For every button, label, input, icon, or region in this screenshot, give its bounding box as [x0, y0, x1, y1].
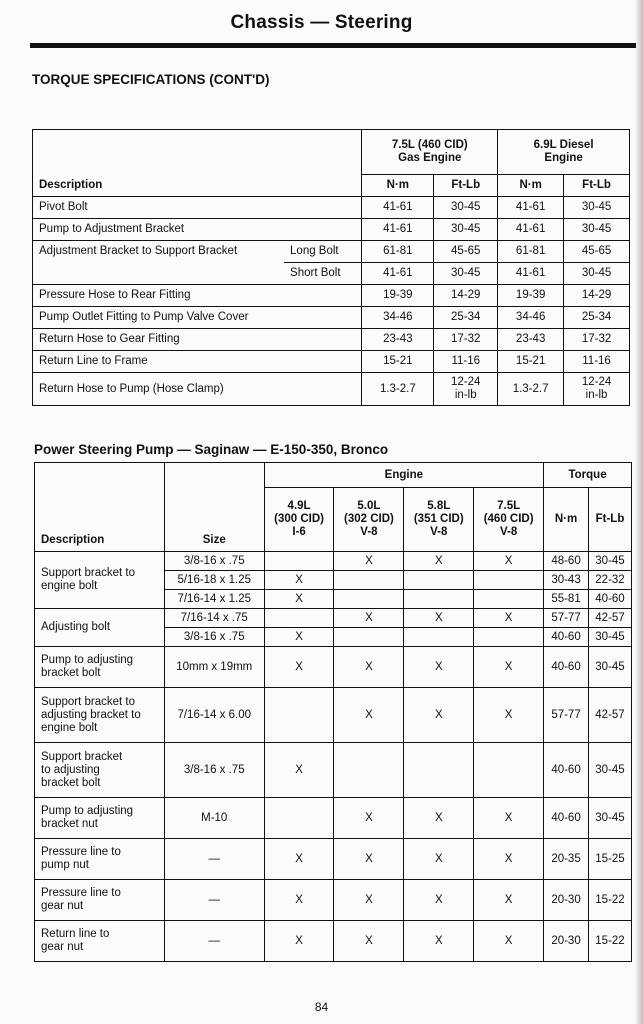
torque-value: 25-34 — [434, 307, 498, 329]
engine-applicability-mark: X — [264, 628, 334, 647]
torque-value: 34-46 — [362, 307, 434, 329]
torque-value: 19-39 — [498, 285, 564, 307]
row-description: Pump Outlet Fitting to Pump Valve Cover — [33, 307, 362, 329]
table-row — [35, 688, 632, 743]
table-row — [33, 351, 630, 373]
engine-applicability-mark — [264, 688, 334, 743]
engine-applicability-mark — [334, 590, 404, 609]
row-size: 7/16-14 x 1.25 — [164, 590, 264, 609]
engine-applicability-mark: X — [404, 921, 474, 962]
torque-value: 17-32 — [564, 329, 630, 351]
torque-ftlb-value: 15-22 — [589, 880, 632, 921]
row-size: 3/8-16 x .75 — [164, 628, 264, 647]
torque-value: 41-61 — [362, 197, 434, 219]
row-subdescription: Long Bolt — [284, 241, 362, 263]
torque-value: 12-24 in-lb — [564, 373, 630, 406]
engine-applicability-mark — [264, 609, 334, 628]
row-size: 7/16-14 x .75 — [164, 609, 264, 628]
engine-applicability-mark: X — [404, 688, 474, 743]
torque-value: 45-65 — [564, 241, 630, 263]
column-header-nm: N·m — [362, 175, 434, 197]
row-description: Pump to adjusting bracket bolt — [35, 647, 165, 688]
table-row — [35, 552, 632, 571]
torque-value: 14-29 — [564, 285, 630, 307]
subsection-heading: Power Steering Pump — Saginaw — E-150-350, Bronco — [34, 442, 389, 457]
torque-value: 1.3-2.7 — [498, 373, 564, 406]
table-row — [33, 219, 630, 241]
engine-applicability-mark: X — [474, 647, 544, 688]
engine-applicability-mark — [334, 628, 404, 647]
row-size: 7/16-14 x 6.00 — [164, 688, 264, 743]
table-row — [35, 880, 632, 921]
torque-value: 41-61 — [498, 197, 564, 219]
engine-applicability-mark: X — [334, 647, 404, 688]
row-subdescription: Short Bolt — [284, 263, 362, 285]
table-row — [35, 921, 632, 962]
title-rule — [30, 43, 636, 48]
torque-value: 25-34 — [564, 307, 630, 329]
row-size: — — [164, 839, 264, 880]
row-description: Support bracket to engine bolt — [35, 552, 165, 609]
row-description: Pivot Bolt — [33, 197, 362, 219]
table-row — [35, 839, 632, 880]
torque-nm-value: 40-60 — [544, 743, 589, 798]
torque-value: 41-61 — [362, 263, 434, 285]
row-size: 10mm x 19mm — [164, 647, 264, 688]
torque-value: 14-29 — [434, 285, 498, 307]
table-row — [33, 307, 630, 329]
torque-ftlb-value: 30-45 — [589, 628, 632, 647]
torque-value: 17-32 — [434, 329, 498, 351]
engine-header: 7.5L (460 CID) V-8 — [474, 488, 544, 552]
torque-nm-value: 55-81 — [544, 590, 589, 609]
torque-nm-value: 20-30 — [544, 880, 589, 921]
section-heading: TORQUE SPECIFICATIONS (CONT'D) — [32, 72, 270, 87]
torque-value: 61-81 — [362, 241, 434, 263]
engine-applicability-mark: X — [334, 609, 404, 628]
torque-value: 45-65 — [434, 241, 498, 263]
engine-applicability-mark: X — [264, 647, 334, 688]
torque-nm-value: 40-60 — [544, 647, 589, 688]
torque-value: 19-39 — [362, 285, 434, 307]
engine-applicability-mark — [264, 798, 334, 839]
row-description: Pressure line to pump nut — [35, 839, 165, 880]
engine-applicability-mark: X — [474, 921, 544, 962]
column-header-description: Description — [35, 488, 165, 552]
torque-ftlb-value: 42-57 — [589, 688, 632, 743]
row-description: Adjustment Bracket to Support Bracket — [33, 241, 285, 263]
engine-applicability-mark: X — [474, 609, 544, 628]
torque-ftlb-value: 30-45 — [589, 798, 632, 839]
torque-value: 11-16 — [564, 351, 630, 373]
engine-applicability-mark: X — [404, 839, 474, 880]
torque-value: 15-21 — [498, 351, 564, 373]
row-description: Return Hose to Pump (Hose Clamp) — [33, 373, 362, 406]
engine-applicability-mark: X — [334, 552, 404, 571]
engine-applicability-mark — [404, 571, 474, 590]
engine-header: 5.0L (302 CID) V-8 — [334, 488, 404, 552]
row-description: Return line to gear nut — [35, 921, 165, 962]
page-title: Chassis — Steering — [230, 12, 413, 33]
engine-applicability-mark — [474, 590, 544, 609]
page-number: 84 — [314, 1000, 329, 1014]
row-size: — — [164, 921, 264, 962]
page-edge-shadow — [635, 0, 643, 1024]
torque-value: 30-45 — [434, 263, 498, 285]
engine-applicability-mark: X — [474, 798, 544, 839]
row-description: Pressure line to gear nut — [35, 880, 165, 921]
engine-applicability-mark — [404, 628, 474, 647]
torque-value: 12-24 in-lb — [434, 373, 498, 406]
engine-applicability-mark — [474, 743, 544, 798]
torque-ftlb-value: 42-57 — [589, 609, 632, 628]
table-row — [33, 285, 630, 307]
engine-applicability-mark — [474, 628, 544, 647]
engine-applicability-mark: X — [334, 798, 404, 839]
engine-applicability-mark: X — [264, 571, 334, 590]
row-description: Support bracket to adjusting bracket bolt — [35, 743, 165, 798]
torque-nm-value: 57-77 — [544, 688, 589, 743]
column-header-nm: N·m — [544, 488, 589, 552]
torque-value: 41-61 — [362, 219, 434, 241]
power-steering-pump-table — [34, 462, 632, 962]
torque-nm-value: 57-77 — [544, 609, 589, 628]
column-header-ftlb: Ft-Lb — [434, 175, 498, 197]
torque-value: 15-21 — [362, 351, 434, 373]
row-description: Return Line to Frame — [33, 351, 362, 373]
engine-applicability-mark — [334, 571, 404, 590]
engine-header-gas: 7.5L (460 CID) Gas Engine — [362, 130, 498, 175]
row-description: Pump to adjusting bracket nut — [35, 798, 165, 839]
torque-nm-value: 40-60 — [544, 798, 589, 839]
torque-value: 1.3-2.7 — [362, 373, 434, 406]
row-size: 5/16-18 x 1.25 — [164, 571, 264, 590]
engine-applicability-mark: X — [264, 880, 334, 921]
column-header-nm: N·m — [498, 175, 564, 197]
engine-applicability-mark: X — [404, 552, 474, 571]
engine-applicability-mark: X — [334, 839, 404, 880]
row-description: Support bracket to adjusting bracket to engine bolt — [35, 688, 165, 743]
torque-ftlb-value: 30-45 — [589, 743, 632, 798]
engine-applicability-mark: X — [404, 609, 474, 628]
row-size: M-10 — [164, 798, 264, 839]
engine-header: 5.8L (351 CID) V-8 — [404, 488, 474, 552]
engine-header-diesel: 6.9L Diesel Engine — [498, 130, 630, 175]
table-row — [33, 197, 630, 219]
engine-applicability-mark — [404, 590, 474, 609]
table-row — [33, 263, 630, 285]
row-description — [33, 263, 285, 285]
torque-nm-value: 20-35 — [544, 839, 589, 880]
table-row — [35, 647, 632, 688]
torque-value: 30-45 — [564, 197, 630, 219]
engine-applicability-mark: X — [334, 688, 404, 743]
engine-applicability-mark: X — [404, 798, 474, 839]
row-size: 3/8-16 x .75 — [164, 743, 264, 798]
torque-value: 41-61 — [498, 219, 564, 241]
table-row — [33, 241, 630, 263]
column-header-description: Description — [33, 175, 362, 197]
description-header-top — [35, 463, 165, 488]
row-description: Adjusting bolt — [35, 609, 165, 647]
table-corner — [33, 130, 362, 175]
torque-nm-value: 20-30 — [544, 921, 589, 962]
engine-applicability-mark: X — [404, 647, 474, 688]
engine-applicability-mark: X — [474, 880, 544, 921]
column-header-size: Size — [164, 488, 264, 552]
column-header-ftlb: Ft-Lb — [564, 175, 630, 197]
engine-applicability-mark: X — [474, 688, 544, 743]
row-size: — — [164, 880, 264, 921]
engine-applicability-mark: X — [474, 552, 544, 571]
torque-ftlb-value: 15-25 — [589, 839, 632, 880]
engine-applicability-mark: X — [264, 839, 334, 880]
torque-value: 34-46 — [498, 307, 564, 329]
torque-nm-value: 40-60 — [544, 628, 589, 647]
group-header-engine: Engine — [264, 463, 543, 488]
torque-nm-value: 30-43 — [544, 571, 589, 590]
engine-applicability-mark — [404, 743, 474, 798]
torque-value: 23-43 — [362, 329, 434, 351]
engine-applicability-mark: X — [334, 921, 404, 962]
torque-value: 30-45 — [564, 219, 630, 241]
table-row — [33, 329, 630, 351]
engine-applicability-mark: X — [264, 743, 334, 798]
engine-applicability-mark: X — [404, 880, 474, 921]
torque-ftlb-value: 40-60 — [589, 590, 632, 609]
engine-header: 4.9L (300 CID) I-6 — [264, 488, 334, 552]
row-size: 3/8-16 x .75 — [164, 552, 264, 571]
engine-applicability-mark: X — [474, 839, 544, 880]
torque-value: 23-43 — [498, 329, 564, 351]
torque-nm-value: 48-60 — [544, 552, 589, 571]
torque-ftlb-value: 22-32 — [589, 571, 632, 590]
torque-value: 30-45 — [434, 219, 498, 241]
row-description: Return Hose to Gear Fitting — [33, 329, 362, 351]
torque-value: 30-45 — [564, 263, 630, 285]
size-header-top — [164, 463, 264, 488]
engine-applicability-mark: X — [264, 921, 334, 962]
torque-ftlb-value: 30-45 — [589, 647, 632, 688]
engine-applicability-mark — [264, 552, 334, 571]
engine-applicability-mark: X — [334, 880, 404, 921]
torque-value: 30-45 — [434, 197, 498, 219]
group-header-torque: Torque — [544, 463, 632, 488]
torque-value: 41-61 — [498, 263, 564, 285]
table-row — [35, 609, 632, 628]
torque-ftlb-value: 30-45 — [589, 552, 632, 571]
torque-value: 61-81 — [498, 241, 564, 263]
table-row — [33, 373, 630, 406]
engine-applicability-mark: X — [264, 590, 334, 609]
engine-applicability-mark — [334, 743, 404, 798]
torque-spec-table — [32, 129, 630, 406]
row-description: Pump to Adjustment Bracket — [33, 219, 362, 241]
torque-ftlb-value: 15-22 — [589, 921, 632, 962]
column-header-ftlb: Ft-Lb — [589, 488, 632, 552]
table-row — [35, 743, 632, 798]
row-description: Pressure Hose to Rear Fitting — [33, 285, 362, 307]
engine-applicability-mark — [474, 571, 544, 590]
torque-value: 11-16 — [434, 351, 498, 373]
table-row — [35, 798, 632, 839]
